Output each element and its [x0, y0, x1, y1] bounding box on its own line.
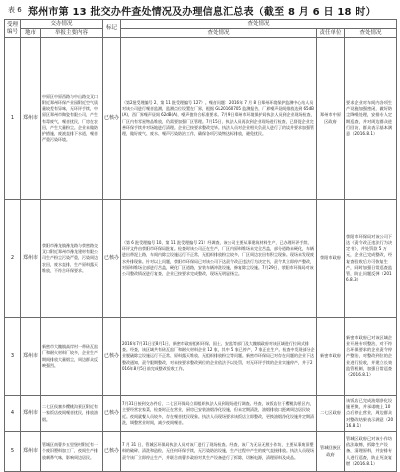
header-unit: 责任单位 — [317, 29, 345, 38]
row-area: 郑州市 — [21, 432, 41, 472]
table-row — [5, 200, 397, 318]
table-row — [5, 396, 397, 432]
row-seq: 1 — [5, 38, 21, 200]
header-result: 查处情况 — [345, 29, 397, 38]
row-findings: 2016年7月31日至8月1日，新密市政府组织环保、国土、安监等部门及大隗镇政府对该区域进行拉网式排查。经查，该区域共有砖瓦窑厂和耐火材料企业 12 家，其中 5 家已停产，7 家正在生产。检查中发现部分企业脱硫除尘设施运行不正常、原料露天堆放、无组织排放粉尘等问题。新密市环保局已对存在问题的企业下达整改通知，责令限期整改，对未按要求整改到位的企业依法予以处罚，对无环评手续的企业实施停产，并于2016年8月5日前完成整改验收工作。 — [121, 318, 317, 396]
row-result: 该饭店已完成油烟净化设施更换，并承诺晚上 10 点后停止营业，周边群众对整改结果表示满意（2016.8.1） — [345, 396, 397, 432]
row-result: 新密市政府已对该区域企业开展专项整治，对不符合环保要求的企业责令停产整治，对整改到位的企业进行验收，并建立长效监管机制，加强日常巡查（2016.8.1） — [345, 318, 397, 396]
row-content: 荥阳市豫龙镇豫龙路与荥密路交叉口附近郑州市豫龙建材有限公司生产粉尘污染严重，污染周边农田，废水直排，生产原料露天堆放，不符合环保要求。 — [41, 200, 103, 318]
row-seq: 3 — [5, 318, 21, 396]
row-area: 郑州市 — [21, 200, 41, 318]
row-content: 新密市大隗镇高岸村一带砖瓦窑厂和耐火材料厂较多，企业生产期间排放大量烟尘，周边群众反映强烈。 — [41, 318, 103, 396]
row-findings: （第2批受理编号 2、第 11 批受理编号 127）。噪音问题：2016年 7 月 8 日郑州环境保护监测中心站人员对该公司进行噪音监测，监测点位设置在厂界，根据 GL20160705 监测报告，厂界噪声昼间排放达到 65dB(A)，西厂界噪声昼间 62dB(A)，噪声值符合标准要求。7月9日郑州市环境保护局执法人员到企业现场检查，厂区内有零星物品堆放，仍需要加强厂区管理。7月15日，执法人员再次到企业现场进行检查，已督促企业完善环保手续并对场地进行清理。企业已按要求整改完毕。执法人员对企业相关负责人进行了约谈并要求加强管理，做好废气、废水、噪声污染防治工作，确保各项污染物达标排放，避免扰民。 — [121, 38, 317, 200]
table-row — [5, 318, 397, 396]
row-result: 要求企业对车间内各项生产设施加强密闭，做好防尘降噪处理，安排专人定期巡查，并对周边群众进行回访，群众表示基本满意（2016.8.1） — [345, 38, 397, 200]
row-content: 二七区侯寨乡樱桃沟景区附近有一家饭店夜间噪音扰民，排放油烟。 — [41, 396, 103, 432]
row-unit: 荥阳市政府 — [317, 200, 345, 318]
header-status: 标记 — [103, 20, 121, 38]
row-area: 郑州市 — [21, 396, 41, 432]
header-seq: 受理编号 — [5, 20, 21, 38]
row-unit: 新密市政府 — [317, 318, 345, 396]
title-row — [4, 3, 396, 17]
header-area: 地市 — [21, 29, 41, 38]
header-findings: 查处情况 — [121, 29, 317, 38]
header-row — [5, 29, 397, 38]
header-group-dispatch: 交办情况 — [21, 20, 103, 29]
row-findings: 7月31日接到交办件后，二七区环保局立即组织执法人员到现场进行调查。经查，该饭店位于樱桃沟景区内，主要经营农家菜，检查时正在营业，厨房已安装油烟净化设施，但未定期清洗，油烟排放口距离周边居民较近。夜间就餐人员较多，存在噪音扰民现象。执法人员现场要求该饭店立即整改，更换油烟净化设施并定期清洗，调整营业时间，减少夜间噪音。 — [121, 396, 317, 432]
row-findings: （第 6 批受理编号 10、第 11 批受理编号 21）经调查，该公司主要从事建筑材料生产，已办理环评手续，环评文件由荥阳市环保局批复。检查时该公司正在生产，厂区内原料堆场未完全苫盖，部分道路未硬化，车辆进出带泥上路，车间内除尘设施运行不正常，无组织排放粉尘较多，厂区周边农田有积尘现象。现场未发现废水外排现象。针对以上问题，荥阳市环保局已对该公司下达责令改正违法行为决定书，责令其立即停产整改，对原料堆场全部进行苫盖，硬化厂区道路，安装车辆冲洗设施，修复除尘设施。7月29日，荥阳市环保局对该公司整改情况进行复查，企业已按要求完成整改，现场无明显扬尘。 — [121, 200, 317, 318]
row-seq: 2 — [5, 200, 21, 318]
row-status: 已核办 — [103, 318, 121, 396]
summary-table — [4, 19, 397, 472]
row-seq: 5 — [5, 432, 21, 472]
page-title: 郑州市第 13 批交办件查处情况及办理信息汇总表（截至 8 月 6 日 18 时） — [28, 7, 376, 18]
row-status: 已核办 — [103, 432, 121, 472]
header-content: 举报主要内容 — [41, 29, 103, 38]
table-number: 表 6 — [8, 6, 22, 14]
row-unit: 郑州市中原区政府 — [317, 38, 345, 200]
row-area: 郑州市 — [21, 38, 41, 200]
row-status: 已核办 — [103, 396, 121, 432]
row-result: 荥阳市环保局对该公司下达《责令改正违法行为决定书》，并处罚款 5 万元，企业已完成整改，经复查验收后方可恢复生产，同时加强日常巡查监管，防止问题反弹（2016.8.3） — [345, 200, 397, 318]
table-row — [5, 38, 397, 200]
row-unit: 管城回族区政府 — [317, 432, 345, 472]
row-unit: 二七区政府 — [317, 396, 345, 432]
row-seq: 4 — [5, 396, 21, 432]
row-result: 管城区政府已对该小作坊依法取缔，拆除生产设备，清理原料，并安排专人进行巡查，防止死灰复燃（2016.8.1） — [345, 432, 397, 472]
row-content: 中原区中原西路与中山路交叉口附近郑州环保产业园附近空气质量较差有异味，无环评手续，中原区郑州市陶瓷有限公司，产生有毒废气，噪音扰民，厂房在农田，产生大量粉尘。企业未做防护措施，废液直排下水道，噪音严重污染环境。 — [41, 38, 103, 200]
row-status: 已核办 — [103, 200, 121, 318]
row-findings: 7 月 31 日，管城区环保局执法人员对该厂进行了现场检查。经查，该厂为无证无照小作坊，主要从事废旧塑料的破碎、清洗和造粒，无任何环保手续，无污染防治设施，生产过程中产生的废气直接排放。执法人员现场责令该厂立即停止生产，并联合南曹乡政府对其生产设备进行了拆除，切断电源，清理原料及成品。 — [121, 432, 317, 472]
row-content: 管城区南曹乡五里堡村附近有一个废旧塑料加工厂，夜间生产排放刺鼻气味，影响周边居民。 — [41, 432, 103, 472]
header-group-row — [5, 20, 397, 29]
row-status: 已核办 — [103, 38, 121, 200]
header-group-result: 查处情况 — [121, 20, 397, 29]
table-row — [5, 432, 397, 472]
row-area: 郑州市 — [21, 318, 41, 396]
